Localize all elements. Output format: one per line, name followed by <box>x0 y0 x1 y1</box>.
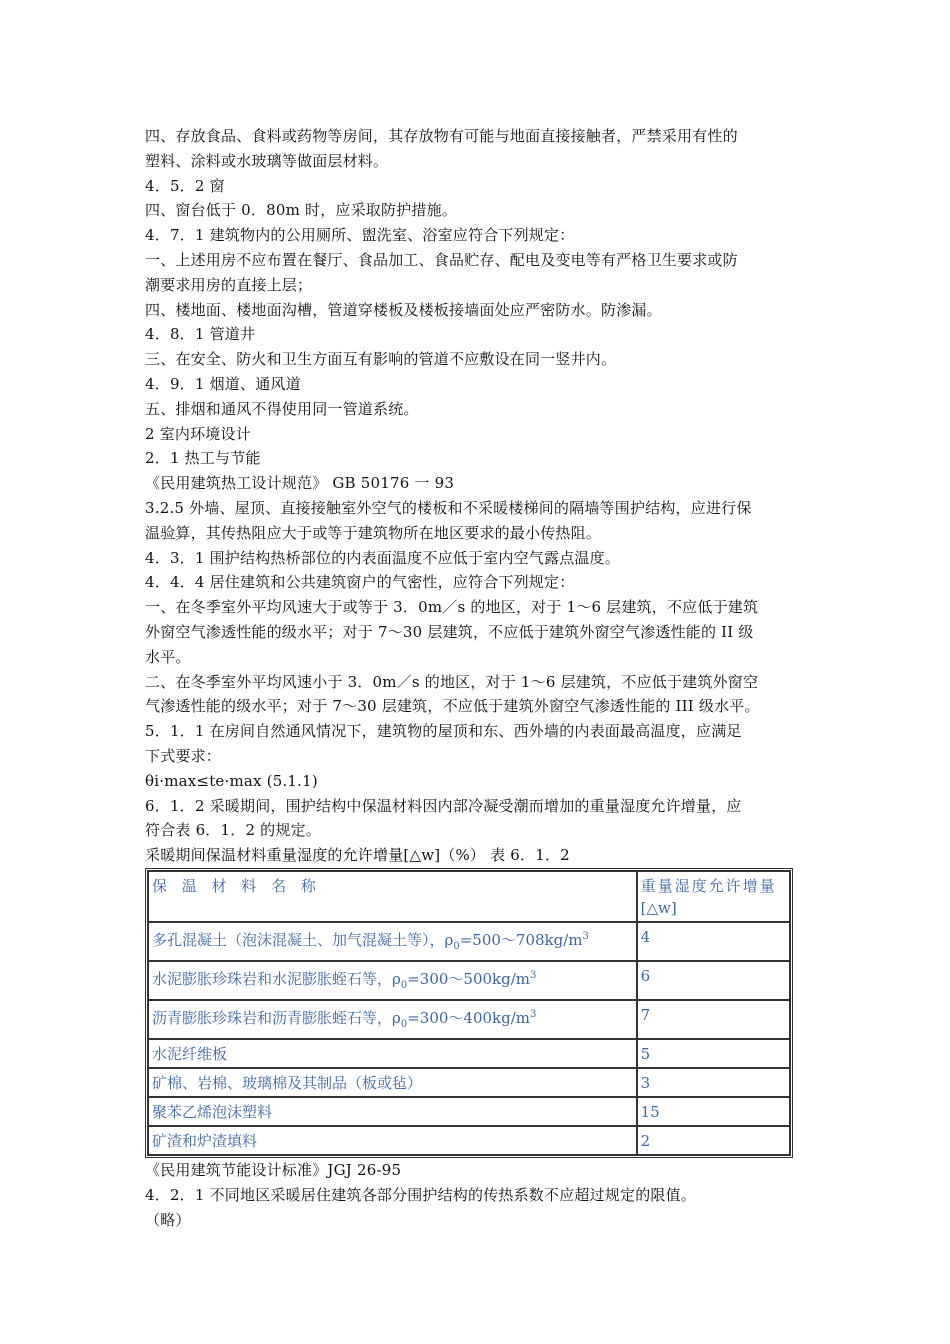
header-material-name <box>148 871 637 922</box>
material-cell <box>148 922 637 961</box>
text-line: 6．1．2 采暖期间，围护结构中保温材料因内部冷凝受潮而增加的重量湿度允许增量，应 <box>145 796 742 815</box>
text-line: 4．7．1 建筑物内的公用厕所、盥洗室、浴室应符合下列规定： <box>145 226 575 245</box>
density-range: =300～500kg/m <box>407 969 531 988</box>
table-row <box>148 1097 790 1126</box>
material-name: 矿棉、岩棉、玻璃棉及其制品（板或毡） <box>152 1073 423 1092</box>
table-row <box>148 1000 790 1039</box>
table-row <box>148 922 790 961</box>
text-line: 温验算，其传热阻应大于或等于建筑物所在地区要求的最小传热阻。 <box>145 523 602 542</box>
material-name: 矿渣和炉渣填料 <box>152 1131 258 1150</box>
text-line: 4．5．2 窗 <box>145 176 225 195</box>
unit-superscript: 3 <box>530 969 537 981</box>
header-moisture-increment <box>637 871 790 922</box>
subsection-heading: 2．1 热工与节能 <box>145 449 261 468</box>
density-range: =300～400kg/m <box>407 1008 531 1027</box>
text-line: 五、排烟和通风不得使用同一管道系统。 <box>145 399 419 418</box>
text-line: 4．9．1 烟道、通风道 <box>145 374 301 393</box>
material-name: 多孔混凝土（泡沫混凝土、加气混凝土等），ρ <box>152 930 454 949</box>
text-line: 水平。 <box>145 647 191 666</box>
text-before-table <box>145 124 810 868</box>
text-line: 下式要求： <box>145 746 222 765</box>
page-content <box>145 124 810 1232</box>
text-line: 4．3．1 围护结构热桥部位的内表面温度不应低于室内空气露点温度。 <box>145 548 621 567</box>
text-line: 一、上述用房不应布置在餐厅、食品加工、食品贮存、配电及变电等有严格卫生要求或防 <box>145 250 738 269</box>
formula: θi·max≤te·max (5.1.1) <box>145 771 318 790</box>
text-line: 塑料、涂料或水玻璃等做面层材料。 <box>145 151 389 170</box>
text-line: 外窗空气渗透性能的级水平；对于 7～30 层建筑，不应低于建筑外窗空气渗透性能的 II 级 <box>145 622 754 641</box>
value-cell: 5 <box>637 1039 790 1068</box>
material-name: 聚苯乙烯泡沫塑料 <box>152 1102 273 1121</box>
material-cell <box>148 1039 637 1068</box>
table-row <box>148 1068 790 1097</box>
density-subscript: 0 <box>400 979 408 991</box>
density-subscript: 0 <box>453 940 460 952</box>
text-line: 潮要求用房的直接上层； <box>145 275 313 294</box>
text-line: 3.2.5 外墙、屋顶、直接接触室外空气的楼板和不采暖楼梯间的隔墙等围护结构，应进行保 <box>145 498 752 517</box>
value-cell: 15 <box>637 1097 790 1126</box>
table-row <box>148 1126 790 1155</box>
density-range: =500～708kg/m <box>459 930 583 949</box>
unit-superscript: 3 <box>582 930 589 942</box>
value-cell: 6 <box>637 961 790 1000</box>
text-line: 气渗透性能的级水平；对于 7～30 层建筑，不应低于建筑外窗空气渗透性能的 III 级水平。 <box>145 697 760 716</box>
text-line: 四、存放食品、食料或药物等房间，其存放物有可能与地面直接接触者，严禁采用有性的 <box>145 127 738 145</box>
material-cell <box>148 1068 637 1097</box>
table-header-row <box>148 871 790 922</box>
text-line: 四、楼地面、楼地面沟槽，管道穿楼板及楼板接墙面处应严密防水。防渗漏。 <box>145 300 662 319</box>
standard-title: 《民用建筑节能设计标准》JGJ 26-95 <box>145 1160 402 1179</box>
table-caption: 采暖期间保温材料重量湿度的允许增量[△w]（%） 表 6．1．2 <box>145 846 570 865</box>
text-line: （略） <box>145 1210 191 1229</box>
material-name: 水泥膨胀珍珠岩和水泥膨胀蛭石等，ρ <box>152 969 401 988</box>
moisture-increment-table <box>145 868 793 1158</box>
text-line: 4．2．1 不同地区采暖居住建筑各部分围护结构的传热系数不应超过规定的限值。 <box>145 1185 697 1204</box>
value-cell: 2 <box>637 1126 790 1155</box>
standard-title: 《民用建筑热工设计规范》 GB 50176 一 93 <box>145 474 455 493</box>
material-cell <box>148 1097 637 1126</box>
text-line: 5．1．1 在房间自然通风情况下，建筑物的屋顶和东、西外墙的内表面最高温度，应满足 <box>145 722 742 741</box>
material-cell <box>148 1126 637 1155</box>
header-col2-text: 重量湿度允许增量 <box>640 876 777 895</box>
material-name: 水泥纤维板 <box>152 1044 228 1063</box>
text-line: 4．8．1 管道井 <box>145 325 256 344</box>
text-line: 4．4．4 居住建筑和公共建筑窗户的气密性，应符合下列规定： <box>145 573 575 592</box>
header-col1-text: 保 温 材 料 名 称 <box>152 876 321 895</box>
text-line: 三、在安全、防火和卫生方面互有影响的管道不应敷设在同一竖井内。 <box>145 350 617 369</box>
material-cell <box>148 961 637 1000</box>
text-line: 二、在冬季室外平均风速小于 3．0m／s 的地区，对于 1～6 层建筑，不应低于建筑外窗空 <box>145 672 759 691</box>
text-line: 四、窗台低于 0．80m 时，应采取防护措施。 <box>145 201 457 220</box>
text-line: 符合表 6．1．2 的规定。 <box>145 821 321 840</box>
text-line: 一、在冬季室外平均风速大于或等于 3．0m／s 的地区，对于 1～6 层建筑，不应低于建筑 <box>145 598 759 617</box>
value-cell: 7 <box>637 1000 790 1039</box>
section-heading: 2 室内环境设计 <box>145 424 251 443</box>
material-cell <box>148 1000 637 1039</box>
table-row <box>148 961 790 1000</box>
unit-superscript: 3 <box>530 1008 537 1020</box>
header-col2-unit: [△w] <box>640 898 677 917</box>
text-after-table <box>145 1158 810 1232</box>
value-cell: 4 <box>637 922 790 961</box>
value-cell: 3 <box>637 1068 790 1097</box>
table-row <box>148 1039 790 1068</box>
density-subscript: 0 <box>400 1018 408 1030</box>
material-name: 沥青膨胀珍珠岩和沥青膨胀蛭石等，ρ <box>152 1008 401 1027</box>
